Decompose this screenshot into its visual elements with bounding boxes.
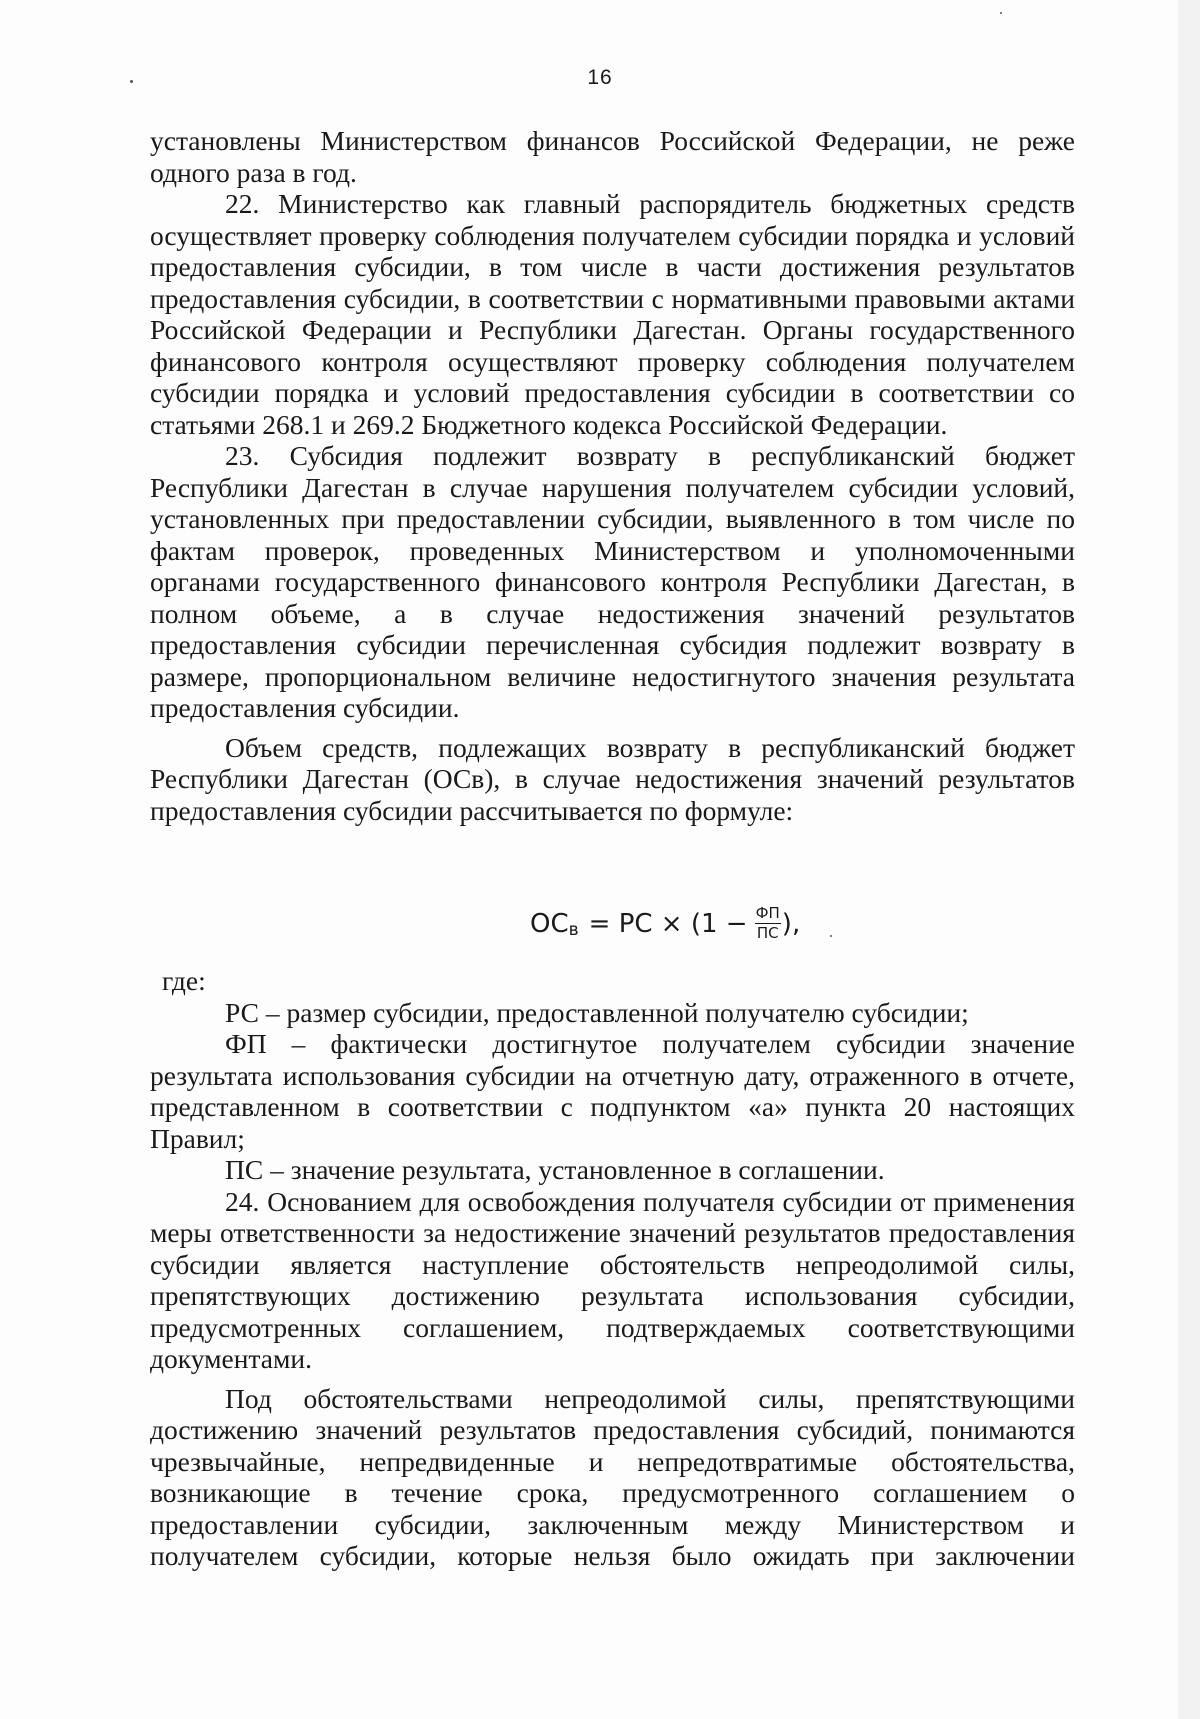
paragraph: ПС – значение результата, установленное в соглашении. bbox=[225, 1154, 885, 1185]
formula-equation: = РС × (1 − bbox=[588, 908, 748, 939]
page-number: 16 bbox=[587, 66, 613, 89]
scan-speck bbox=[130, 80, 133, 83]
paragraph: установлены Министерством финансов Российской Федерации, не реже одного раза в год. bbox=[150, 125, 1075, 188]
formula-lhs: ОС bbox=[530, 908, 569, 939]
paragraph: Под обстоятельствами непреодолимой силы, препятствующими достижению значений результатов предоставления субсидий, понимаются чрезвычайные, непредвиденные и непредотвратимые обстоятельства, возникающие в течение срока, предусмотренного соглашением о предоставлении субсидии, заключенным между Министерством и получателем субсидии, которые нельзя было ожидать при заключении bbox=[150, 1382, 1075, 1571]
paragraph: ФП – фактически достигнутое получателем субсидии значение результата использования субсидии на отчетную дату, отраженного в отчете, представленном в соответствии с подпунктом «а» пункта 20 настоящих Правил; bbox=[150, 1028, 1075, 1154]
paragraph: 23. Субсидия подлежит возврату в республиканский бюджет Республики Дагестан в случае нарушения получателем субсидии условий, установленных при предоставлении субсидии, выявленного в том числе по фактам проверок, проведенных Министерством и уполномоченными органами государственного финансового контроля Республики Дагестан, в полном объеме, а в случае недостижения значений результатов предоставления субсидии перечисленная субсидия подлежит возврату в размере, пропорциональном величине недостигнутого значения результата предоставления субсидии. bbox=[150, 440, 1075, 723]
scan-edge bbox=[1178, 0, 1200, 1719]
scan-speck bbox=[830, 935, 832, 937]
formula-lhs-subscript: в bbox=[568, 919, 579, 940]
text-block-bottom bbox=[150, 965, 1075, 1572]
formula-denominator: ПС bbox=[756, 924, 779, 942]
paragraph: 22. Министерство как главный распорядитель бюджетных средств осуществляет проверку соблюдения получателем субсидии порядка и условий предоставления субсидии, в том числе в части достижения результатов предоставления субсидии, в соответствии с нормативными правовыми актами Российской Федерации и Республики Дагестан. Органы государственного финансового контроля осуществляют проверку соблюдения получателем субсидии порядка и условий предоставления субсидии в соответствии со статьями 268.1 и 269.2 Бюджетного кодекса Российской Федерации. bbox=[150, 188, 1075, 440]
formula-numerator: ФП bbox=[755, 904, 780, 922]
paragraph: Объем средств, подлежащих возврату в республиканский бюджет Республики Дагестан (ОСв), в случае недостижения значений результатов предоставления субсидии рассчитывается по формуле: bbox=[150, 731, 1075, 826]
text-block-top bbox=[150, 125, 1075, 826]
formula-fraction bbox=[755, 905, 781, 942]
formula bbox=[530, 905, 800, 942]
paragraph: 24. Основанием для освобождения получателя субсидии от применения меры ответственности за недостижение значений результатов предоставления субсидии является наступление обстоятельств непреодолимой силы, препятствующих достижению результата использования субсидии, предусмотренных соглашением, подтверждаемых соответствующими документами. bbox=[150, 1185, 1075, 1374]
formula-tail: ), bbox=[781, 908, 801, 939]
paragraph: где: bbox=[162, 965, 206, 996]
paragraph: РС – размер субсидии, предоставленной получателю субсидии; bbox=[225, 996, 969, 1028]
scan-speck bbox=[1000, 12, 1002, 14]
